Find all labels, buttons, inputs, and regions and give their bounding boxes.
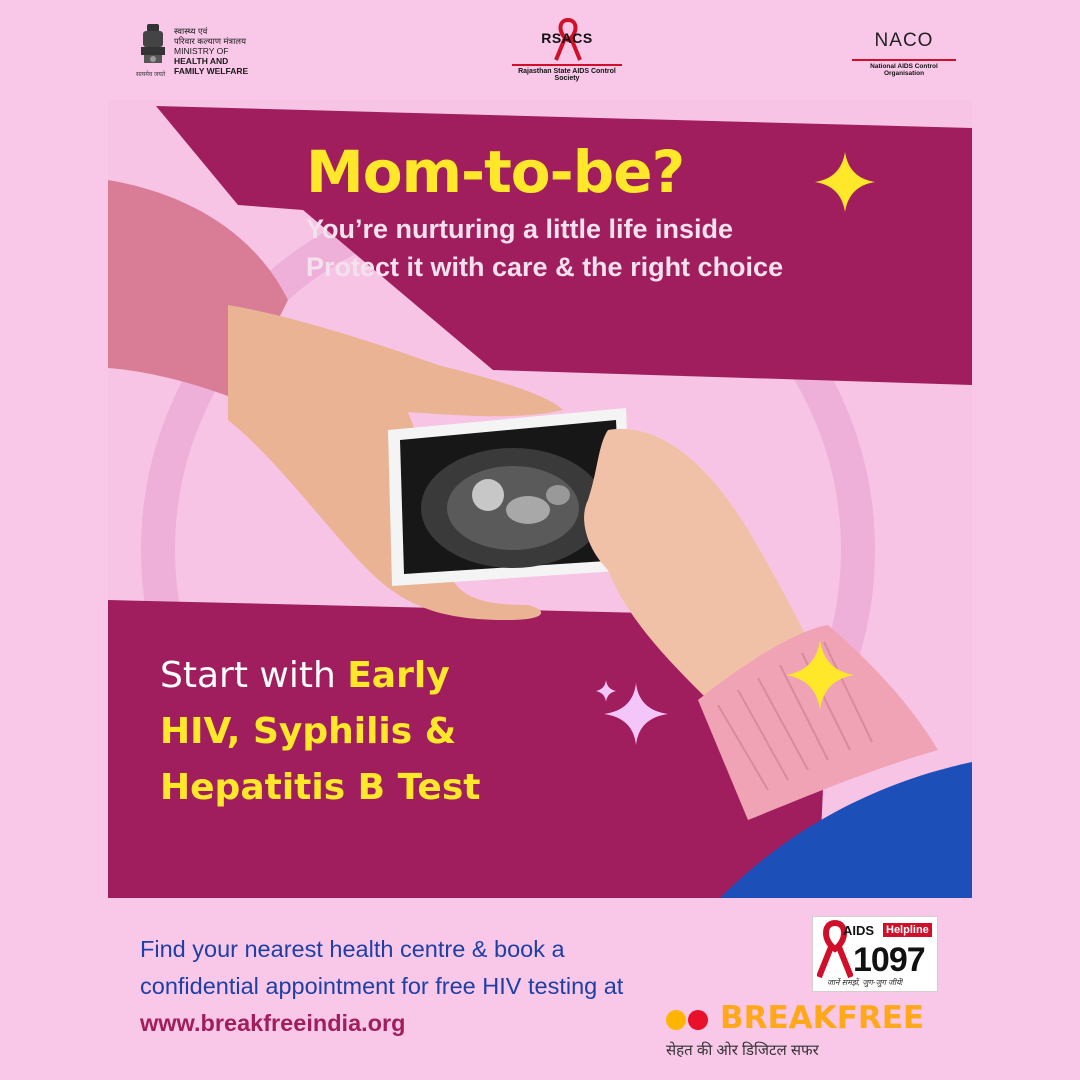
rsacs-logo xyxy=(512,18,622,90)
subheadline-line1: You’re nurturing a little life inside xyxy=(306,214,734,244)
breakfree-logo xyxy=(666,1000,956,1040)
mohfw-text xyxy=(174,26,248,76)
footer-text: Find your nearest health centre & book a confidential appointment for free HIV testing at xyxy=(140,936,624,999)
callout-highlight: Early xyxy=(347,655,450,696)
aids-helpline-badge[interactable] xyxy=(812,916,938,992)
rsacs-code: RSACS xyxy=(541,30,593,46)
test-callout xyxy=(160,648,480,816)
hero-panel xyxy=(108,100,972,898)
website-link[interactable]: www.breakfreeindia.org xyxy=(140,1010,406,1036)
callout-line1 xyxy=(160,648,480,704)
helpline-tagline: जानें समझें, जुग-जुग जीयें! xyxy=(827,978,903,987)
mohfw-line2: HEALTH AND xyxy=(174,56,229,66)
rsacs-name: Rajasthan State AIDS Control Society xyxy=(512,64,622,82)
mohfw-logo xyxy=(136,22,266,82)
helpline-label: Helpline xyxy=(883,923,932,937)
breakfree-name: BREAKFREE xyxy=(720,1000,925,1036)
naco-code: NACO xyxy=(874,30,934,51)
mohfw-hindi-line1: स्वास्थ्य एवं xyxy=(174,26,208,36)
callout-prefix: Start with xyxy=(160,655,348,696)
callout-line3: Hepatitis B Test xyxy=(160,767,481,808)
naco-name: National AIDS Control Organisation xyxy=(852,59,956,77)
red-dot-icon xyxy=(688,1010,708,1030)
mohfw-hindi-line2: परिवार कल्याण मंत्रालय xyxy=(174,36,246,46)
footer-info xyxy=(140,931,680,1042)
mohfw-line3: FAMILY WELFARE xyxy=(174,66,249,76)
callout-line2: HIV, Syphilis & xyxy=(160,711,457,752)
subheadline-line2: Protect it with care & the right choice xyxy=(306,252,784,282)
helpline-number: 1097 xyxy=(853,941,925,979)
orange-dot-icon xyxy=(666,1010,686,1030)
mohfw-line1: MINISTRY OF xyxy=(174,46,229,56)
naco-logo xyxy=(852,22,956,92)
headline: Mom-to-be? xyxy=(306,138,685,206)
helpline-aids-label: AIDS xyxy=(843,923,875,938)
mohfw-motto: सत्यमेव जयते xyxy=(136,72,166,78)
breakfree-tagline: सेहत की ओर डिजिटल सफर xyxy=(666,1042,819,1059)
